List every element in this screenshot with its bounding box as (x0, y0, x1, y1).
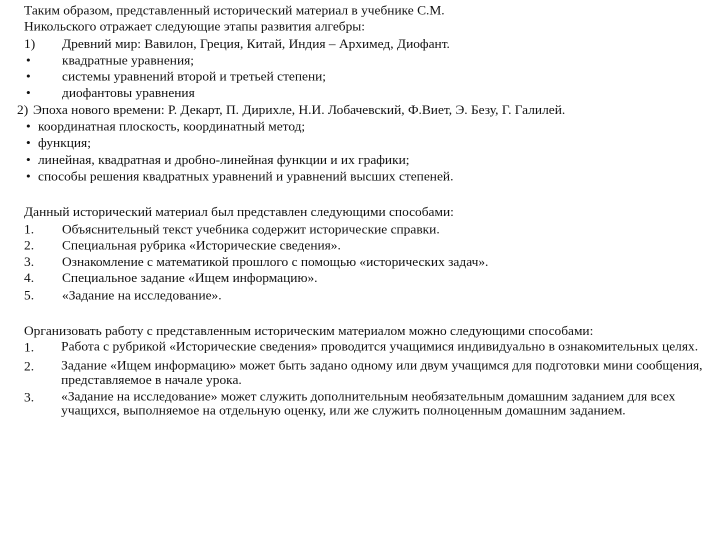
list-item-text: «Задание на исследование». (62, 287, 222, 303)
bullet-text: диофантовы уравнения (62, 85, 195, 101)
intro-line-1: Таким образом, представленный исторический материал в учебнике С.М. (24, 2, 445, 18)
list-item (24, 220, 710, 237)
list-number: 1. (24, 221, 35, 236)
bullet-icon: • (26, 119, 31, 134)
list-number: 2. (24, 358, 35, 374)
list-item (24, 135, 710, 152)
list-item-text: Специальная рубрика «Исторические сведения». (62, 237, 341, 253)
period-2-text: Эпоха нового времени: Р. Декарт, П. Дирихле, Н.И. Лобачевский, Ф.Виет, Э. Безу, Г. Галилей. (33, 102, 566, 117)
list-marker: 1) (24, 36, 36, 51)
list-item-text: Специальное задание «Ищем информацию». (62, 271, 318, 286)
list-item (24, 168, 710, 185)
list-item (24, 358, 710, 387)
list-number: 4. (24, 271, 35, 286)
bullet-icon: • (26, 52, 31, 68)
bullet-icon: • (26, 168, 31, 184)
bullet-text: функция; (38, 135, 91, 151)
list-item (24, 151, 710, 168)
list-number: 1. (24, 340, 35, 355)
bullet-text: линейная, квадратная и дробно-линейная функции и их графики; (38, 152, 410, 167)
bullet-icon: • (26, 69, 31, 84)
list-item (24, 52, 710, 69)
list-marker: 2) (17, 102, 29, 117)
section-3-intro: Организовать работу с представленным историческим материалом можно следующими способами: (24, 323, 594, 338)
list-item-text: Объяснительный текст учебника содержит исторические справки. (62, 221, 440, 236)
list-item (24, 287, 710, 304)
paragraph-gap (24, 185, 710, 204)
list-item (24, 118, 710, 135)
list-item (24, 254, 710, 271)
bullet-text: координатная плоскость, координатный метод; (38, 119, 306, 134)
period-2 (17, 102, 710, 119)
bullet-icon: • (26, 85, 31, 101)
period-1 (24, 35, 710, 52)
bullet-text: способы решения квадратных уравнений и уравнений высших степеней. (38, 168, 454, 184)
list-item-text: Задание «Ищем информацию» может быть задано одному или двум учащимся для подготовки мини сообщения, представляемое в начале урока. (61, 357, 703, 387)
list-number: 3. (24, 254, 35, 269)
bullet-text: системы уравнений второй и третьей степени; (62, 69, 327, 84)
bullet-icon: • (26, 152, 31, 167)
list-number: 2. (24, 237, 35, 253)
period-1-text: Древний мир: Вавилон, Греция, Китай, Индия – Архимед, Диофант. (62, 36, 450, 51)
bullet-icon: • (26, 135, 31, 151)
list-item (24, 388, 710, 417)
list-item (24, 237, 710, 254)
section-2-intro: Данный исторический материал был представлен следующими способами: (24, 204, 454, 220)
list-item (24, 270, 710, 287)
list-item-text: «Задание на исследование» может служить дополнительным необязательным домашним заданием для всех учащихся, выполняемое на отдельную оценку, или же служить полноценным домашним заданием. (61, 388, 676, 418)
list-item (24, 339, 710, 356)
paragraph-gap (24, 303, 710, 322)
bullet-text: квадратные уравнения; (62, 52, 194, 68)
list-number: 5. (24, 287, 35, 303)
list-item (24, 85, 710, 102)
list-item-text: Работа с рубрикой «Исторические сведения» проводится учащимися индивидуально в ознакомительных целях. (61, 339, 699, 354)
list-number: 3. (24, 389, 35, 404)
list-item-text: Ознакомление с математикой прошлого с помощью «исторических задач». (62, 254, 489, 269)
list-item (24, 68, 710, 85)
intro-line-2: Никольского отражает следующие этапы развития алгебры: (24, 19, 366, 34)
